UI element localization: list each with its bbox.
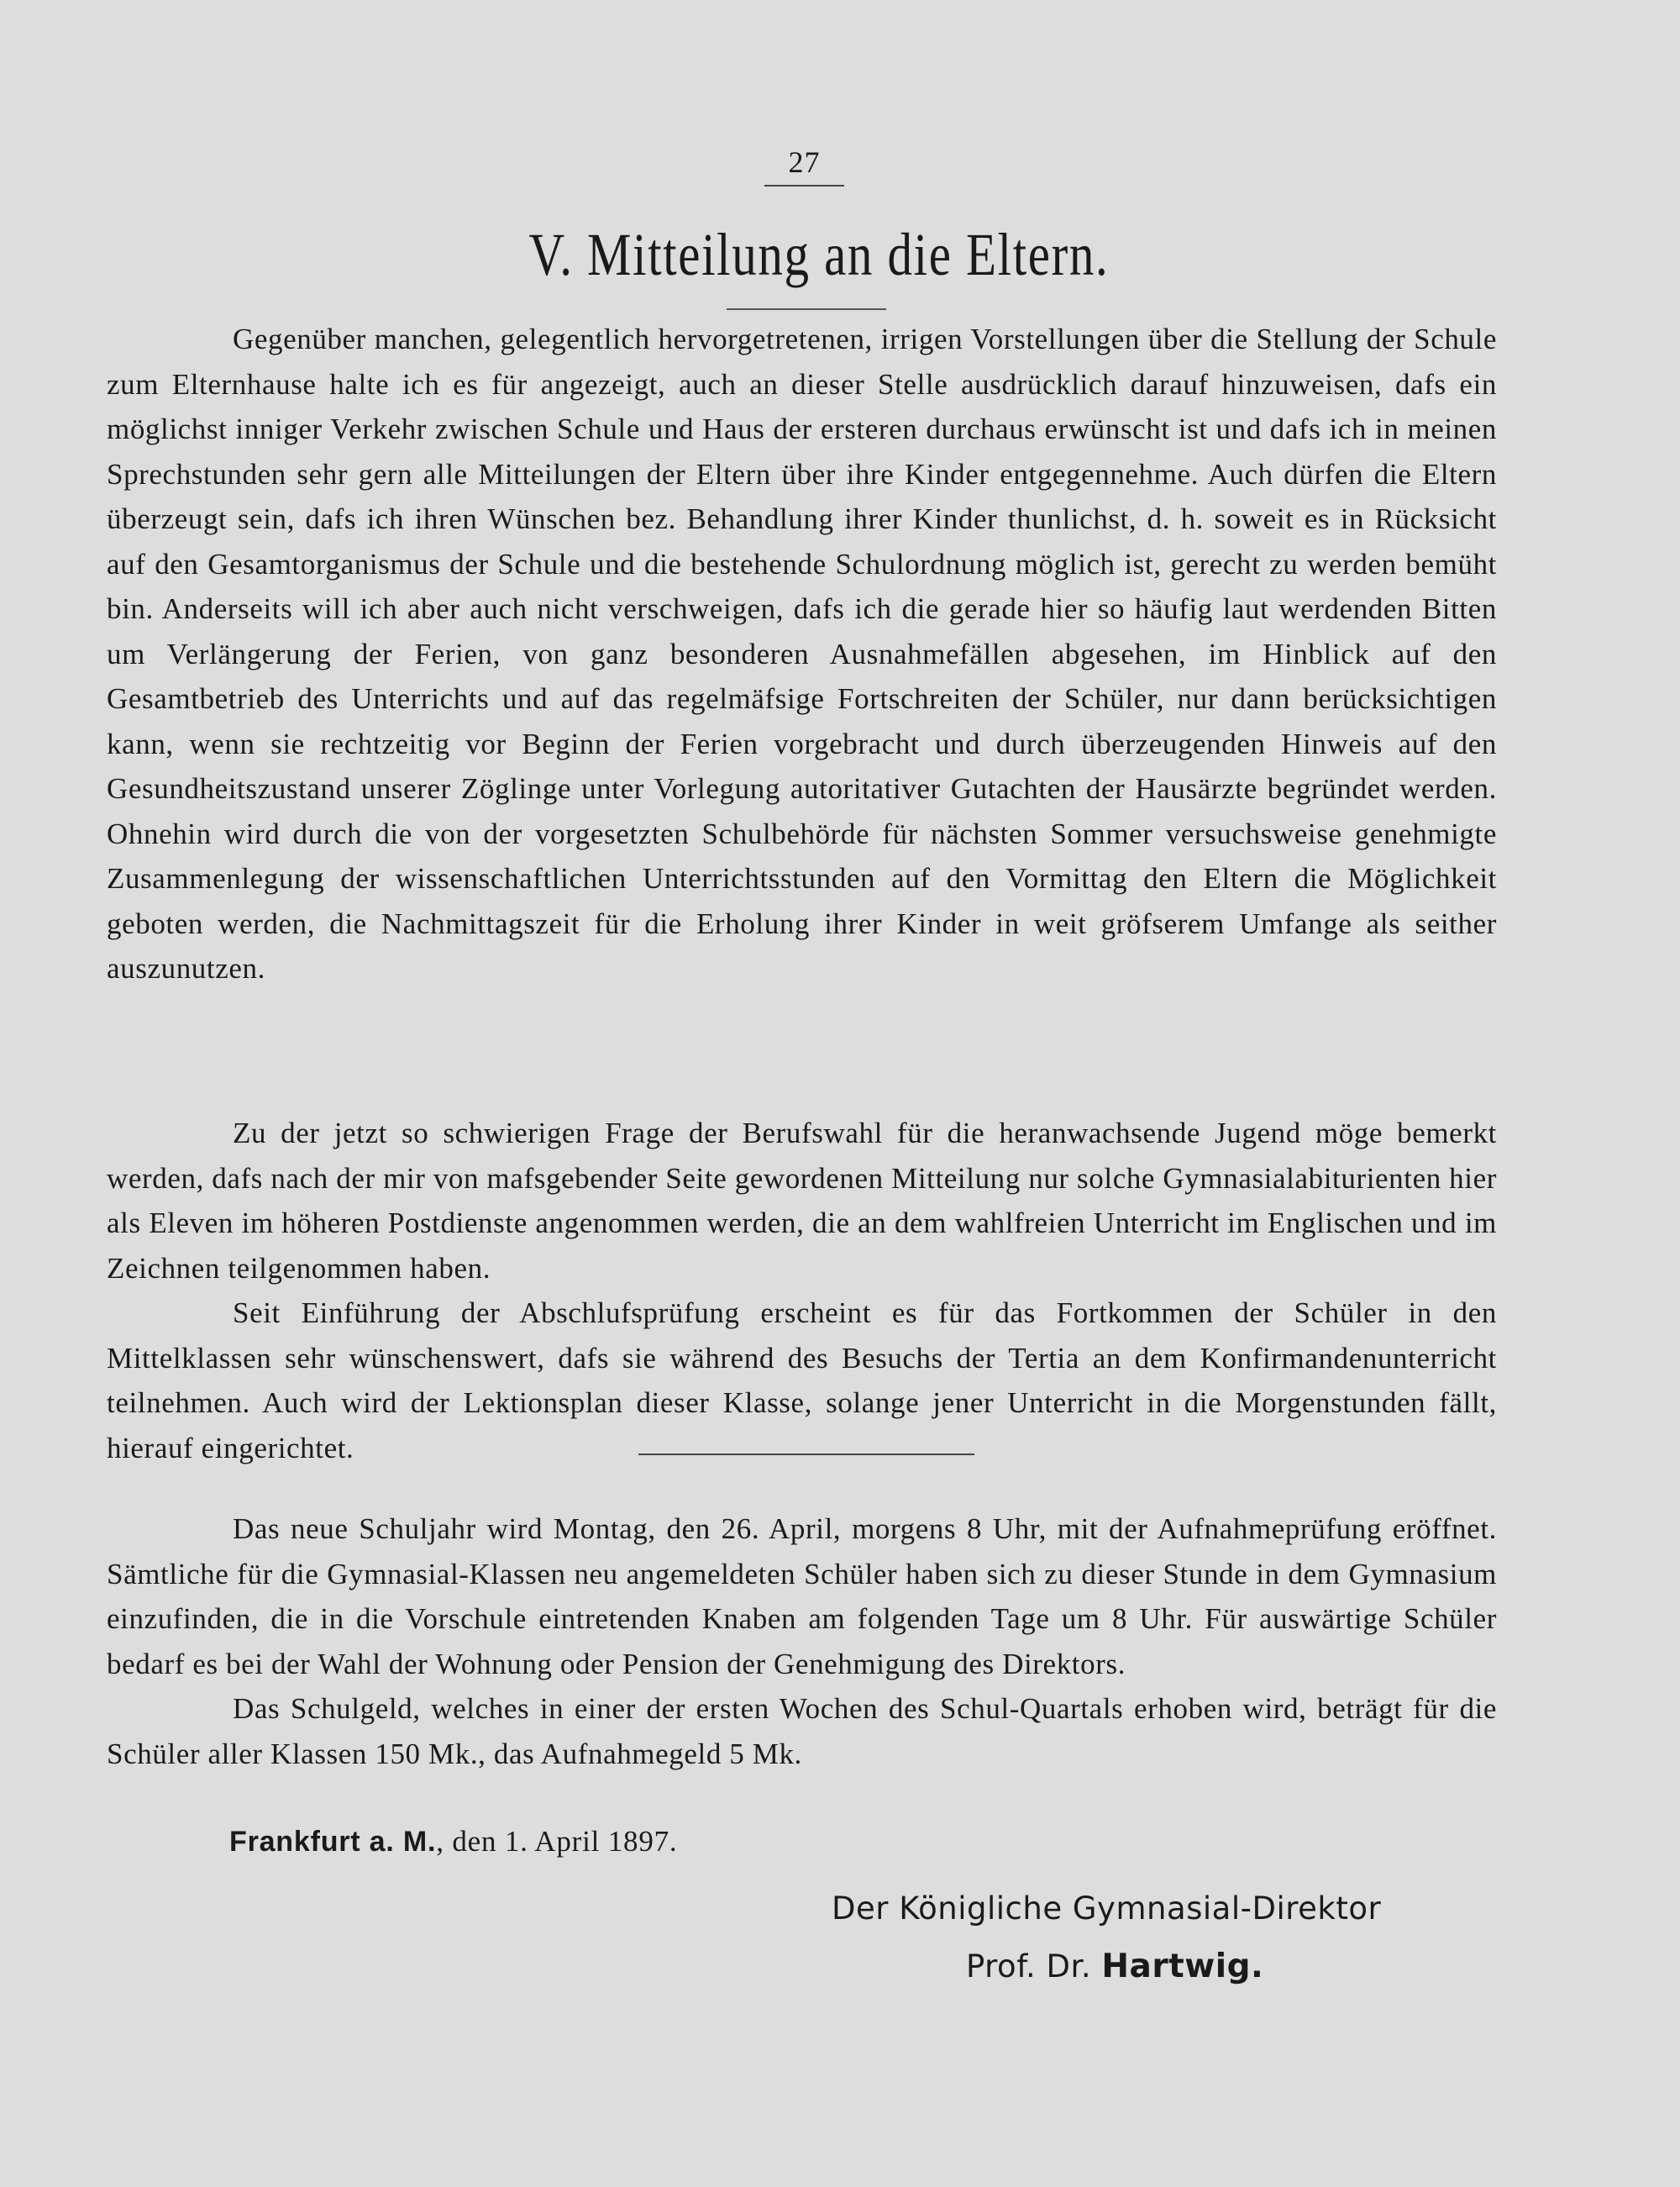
date-line	[229, 1825, 677, 1858]
signature-name: Hartwig.	[1101, 1948, 1264, 1985]
paragraph-final-exam: Seit Einführung der Abschlufsprüfung erscheint es für das Fortkommen der Schüler in den Mittelklassen sehr wünschenswert, dafs sie während des Besuchs der Tertia an dem Konfirmandenunterricht teilnehmen. Auch wird der Lektionsplan dieser Klasse, solange jener Unterricht in die Morgenstunden fällt, hierauf eingerichtet.	[107, 1296, 1497, 1464]
place-name: Frankfurt a. M.	[229, 1826, 437, 1858]
signature-name-line	[966, 1948, 1263, 1985]
section-divider	[638, 1454, 974, 1455]
paragraph-school-year: Das neue Schuljahr wird Montag, den 26. April, morgens 8 Uhr, mit der Aufnahmeprüfung eröffnet. Sämtliche für die Gymnasial-Klassen neu angemeldeten Schüler haben sich zu dieser Stunde in dem Gymnasium einzufinden, die in die Vorschule eintretenden Knaben am folgenden Tage um 8 Uhr. Für auswärtige Schüler bedarf es bei der Wahl der Wohnung oder Pension der Genehmigung des Direktors.	[107, 1512, 1497, 1680]
paragraph-career-choice: Zu der jetzt so schwierigen Frage der Berufswahl für die heranwachsende Jugend möge bemerkt werden, dafs nach der mir von mafsgebender Seite gewordenen Mitteilung nur solche Gymnasialabiturienten hier als Eleven im höheren Postdienste angenommen werden, die an dem wahlfreien Unterricht im Englischen und im Zeichnen teilgenommen haben.	[107, 1117, 1497, 1285]
signature-prefix: Prof. Dr.	[966, 1948, 1102, 1985]
page-number: 27	[764, 145, 844, 187]
paragraph-parents-contact: Gegenüber manchen, gelegentlich hervorgetretenen, irrigen Vorstellungen über die Stellung der Schule zum Elternhause halte ich es für angezeigt, auch an dieser Stelle ausdrücklich darauf hinzuweisen, dafs ein möglichst inniger Verkehr zwischen Schule und Haus der ersteren durchaus erwünscht ist und dafs ich in meinen Sprechstunden sehr gern alle Mitteilungen der Eltern über ihre Kinder entgegennehme. Auch dürfen die Eltern überzeugt sein, dafs ich ihren Wünschen bez. Behandlung ihrer Kinder thunlichst, d. h. soweit es in Rücksicht auf den Gesamtorganismus der Schule und die bestehende Schulordnung möglich ist, gerecht zu werden bemüht bin. Anderseits will ich aber auch nicht verschweigen, dafs ich die gerade hier so häufig laut werdenden Bitten um Verlängerung der Ferien, von ganz besonderen Ausnahmefällen abgesehen, im Hinblick auf den Gesamtbetrieb des Unterrichts und auf das regelmäfsige Fortschreiten der Schüler, nur dann berücksichtigen kann, wenn sie rechtzeitig vor Beginn der Ferien vorgebracht und durch überzeugenden Hinweis auf den Gesundheitszustand unserer Zöglinge unter Vorlegung autoritativer Gutachten der Hausärzte begründet werden. Ohnehin wird durch die von der vorgesetzten Schulbehörde für nächsten Sommer versuchsweise genehmigte Zusammenlegung der wissenschaftlichen Unterrichtsstunden auf den Vormittag den Eltern die Möglichkeit geboten werden, die Nachmittagszeit für die Erholung ihrer Kinder in weit gröfserem Umfange als seither auszunutzen.	[107, 323, 1497, 985]
signature-title: Der Königliche Gymnasial-Direktor	[832, 1890, 1382, 1927]
title-divider	[727, 308, 886, 310]
paragraph-block-1	[107, 317, 1497, 991]
date-text: , den 1. April 1897.	[436, 1825, 678, 1858]
paragraph-tuition: Das Schulgeld, welches in einer der ersten Wochen des Schul-Quartals erhoben wird, beträgt für die Schüler aller Klassen 150 Mk., das Aufnahmegeld 5 Mk.	[107, 1692, 1497, 1770]
paragraph-block-2	[107, 1111, 1497, 1470]
paragraph-block-3	[107, 1506, 1497, 1776]
section-title: V. Mitteilung an die Eltern.	[528, 221, 1110, 288]
